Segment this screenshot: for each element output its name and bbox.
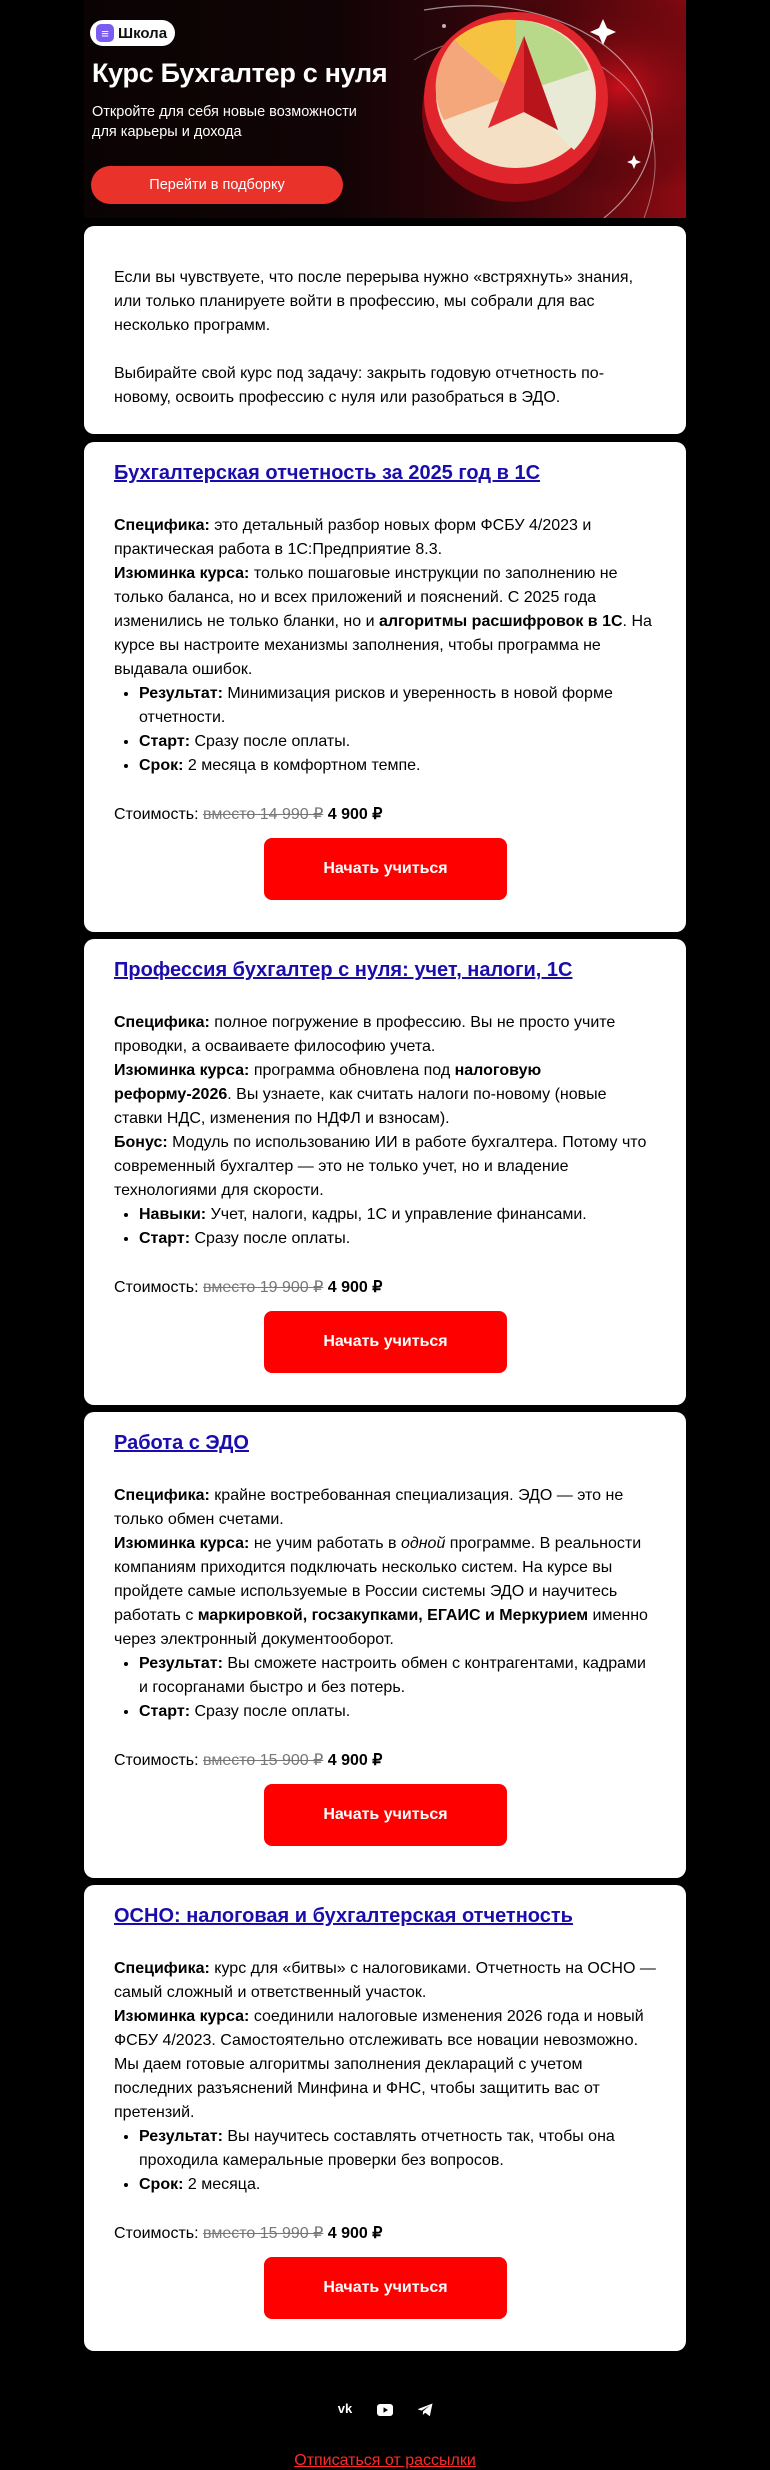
new-price: 4 900 ₽ bbox=[327, 1752, 383, 1769]
vk-icon[interactable]: vk bbox=[337, 2401, 353, 2416]
course-description bbox=[114, 1011, 656, 1251]
fact-label: Старт: bbox=[139, 1230, 191, 1247]
price-label: Стоимость: bbox=[114, 2225, 199, 2242]
course-spec bbox=[114, 1011, 656, 1059]
price-label: Стоимость: bbox=[114, 806, 199, 823]
highlight-italic: одной bbox=[401, 1535, 446, 1552]
course-description bbox=[114, 514, 656, 778]
new-price: 4 900 ₽ bbox=[327, 1279, 383, 1296]
fact-label: Результат: bbox=[139, 1655, 223, 1672]
spec-label: Специфика: bbox=[114, 1960, 210, 1977]
old-price: вместо 19 900 ₽ bbox=[203, 1279, 324, 1296]
hero-cta-button[interactable]: Перейти в подборку bbox=[91, 166, 343, 204]
old-price: вместо 15 900 ₽ bbox=[203, 1752, 324, 1769]
fact-text: Сразу после оплаты. bbox=[190, 1703, 351, 1720]
fact-text: 2 месяца. bbox=[183, 2176, 261, 2193]
highlight-label: Изюминка курса: bbox=[114, 1062, 250, 1079]
highlight-text: не учим работать в bbox=[249, 1535, 401, 1552]
intro-card bbox=[84, 226, 686, 434]
highlight-bold: алгоритмы расшифровок в 1С bbox=[378, 613, 623, 630]
course-title-link[interactable]: Профессия бухгалтер с нуля: учет, налоги, 1С bbox=[114, 959, 573, 981]
fact-text: Вы сможете настроить обмен с контрагентами, кадрами и госорганами быстро и без потерь. bbox=[139, 1655, 646, 1696]
fact-label: Навыки: bbox=[139, 1206, 207, 1223]
hero-subtitle-line-2: для карьеры и дохода bbox=[92, 124, 242, 140]
course-card bbox=[84, 939, 686, 1405]
fact-text: Учет, налоги, кадры, 1С и управление финансами. bbox=[206, 1206, 587, 1223]
list-item bbox=[139, 1700, 656, 1724]
highlight-text: . На курсе вы настроите механизмы заполнения, чтобы программа не выдавала ошибок. bbox=[114, 613, 652, 678]
highlight-label: Изюминка курса: bbox=[114, 2008, 250, 2025]
course-highlight bbox=[114, 2005, 656, 2125]
course-spec bbox=[114, 1484, 656, 1532]
spec-text: полное погружение в профессию. Вы не просто учите проводки, а осваиваете философию учета. bbox=[114, 1014, 616, 1055]
course-title-link[interactable]: Работа с ЭДО bbox=[114, 1432, 249, 1454]
spec-label: Специфика: bbox=[114, 1014, 210, 1031]
list-item bbox=[139, 1652, 656, 1700]
list-item bbox=[139, 754, 656, 778]
telegram-icon[interactable] bbox=[414, 2397, 436, 2421]
highlight-text: соединили налоговые изменения 2026 года и новый ФСБУ 4/2023. Самостоятельно отслеживать все новации невозможно. Мы даем готовые алгоритмы заполнения деклараций с учетом последних разъяснений Минфина и ФНС, чтобы защитить вас от претензий. bbox=[114, 2008, 644, 2121]
course-card bbox=[84, 442, 686, 932]
course-title-link[interactable]: Бухгалтерская отчетность за 2025 год в 1С bbox=[114, 462, 541, 484]
course-spec bbox=[114, 1957, 656, 2005]
old-price: вместо 15 990 ₽ bbox=[203, 2225, 324, 2242]
start-learning-button[interactable]: Начать учиться bbox=[264, 1311, 507, 1373]
fact-label: Результат: bbox=[139, 685, 223, 702]
spec-label: Специфика: bbox=[114, 1487, 210, 1504]
fact-text: Минимизация рисков и уверенность в новой форме отчетности. bbox=[139, 685, 613, 726]
school-logo-icon: ≡ bbox=[96, 24, 114, 42]
highlight-label: Изюминка курса: bbox=[114, 565, 250, 582]
intro-paragraph-1: Если вы чувствуете, что после перерыва нужно «встряхнуть» знания, или только планируете войти в профессию, мы собрали для вас несколько программ. bbox=[114, 269, 634, 334]
course-bonus bbox=[114, 1131, 656, 1203]
fact-label: Результат: bbox=[139, 2128, 223, 2145]
fact-label: Старт: bbox=[139, 1703, 191, 1720]
list-item bbox=[139, 730, 656, 754]
highlight-text: только пошаговые инструкции по заполнению не только баланса, но и всех приложений и пояснений. С 2025 года изменились не только бланки, но и bbox=[114, 565, 618, 630]
fact-label: Срок: bbox=[139, 757, 184, 774]
intro-paragraph-2: Выбирайте свой курс под задачу: закрыть годовую отчетность по-новому, освоить профессию с нуля или разобраться в ЭДО. bbox=[114, 365, 605, 406]
course-description bbox=[114, 1484, 656, 1724]
highlight-text: программе. В реальности компаниям приходится подключать несколько систем. На курсе вы пройдете самые используемые в России системы ЭДО и научитесь работать с bbox=[114, 1535, 642, 1624]
course-spec bbox=[114, 514, 656, 562]
hero-subtitle-line-1: Откройте для себя новые возможности bbox=[92, 104, 357, 120]
course-facts-list bbox=[114, 1203, 656, 1251]
start-learning-button[interactable]: Начать учиться bbox=[264, 838, 507, 900]
new-price: 4 900 ₽ bbox=[327, 806, 383, 823]
highlight-text: . Вы узнаете, как считать налоги по-новому (новые ставки НДС, изменения по НДФЛ и взносам). bbox=[114, 1086, 607, 1127]
course-card bbox=[84, 1412, 686, 1878]
list-item bbox=[139, 1203, 656, 1227]
fact-text: Вы научитесь составлять отчетность так, чтобы она проходила камеральные проверки без вопросов. bbox=[139, 2128, 615, 2169]
course-facts-list bbox=[114, 2125, 656, 2197]
start-learning-button[interactable]: Начать учиться bbox=[264, 1784, 507, 1846]
old-price: вместо 14 990 ₽ bbox=[203, 806, 324, 823]
course-card bbox=[84, 1885, 686, 2351]
course-facts-list bbox=[114, 682, 656, 778]
highlight-text: именно через электронный документооборот. bbox=[114, 1607, 648, 1648]
list-item bbox=[139, 682, 656, 730]
spec-text: это детальный разбор новых форм ФСБУ 4/2023 и практическая работа в 1С:Предприятие 8.3. bbox=[114, 517, 592, 558]
fact-label: Срок: bbox=[139, 2176, 184, 2193]
spec-label: Специфика: bbox=[114, 517, 210, 534]
course-price bbox=[114, 1749, 382, 1773]
highlight-label: Изюминка курса: bbox=[114, 1535, 250, 1552]
course-price bbox=[114, 2222, 382, 2246]
highlight-bold: маркировкой, госзакупками, ЕГАИС и Меркурием bbox=[197, 1607, 589, 1624]
fact-text: 2 месяца в комфортном темпе. bbox=[183, 757, 421, 774]
course-facts-list bbox=[114, 1652, 656, 1724]
course-description bbox=[114, 1957, 656, 2197]
fact-label: Старт: bbox=[139, 733, 191, 750]
course-price bbox=[114, 803, 382, 827]
start-learning-button[interactable]: Начать учиться bbox=[264, 2257, 507, 2319]
course-highlight bbox=[114, 1532, 656, 1652]
price-label: Стоимость: bbox=[114, 1752, 199, 1769]
list-item bbox=[139, 2173, 656, 2197]
school-logo bbox=[90, 20, 175, 46]
highlight-bold: налоговую реформу-2026 bbox=[114, 1062, 542, 1103]
hero-title: Курс Бухгалтер с нуля bbox=[92, 58, 388, 88]
new-price: 4 900 ₽ bbox=[327, 2225, 383, 2242]
price-label: Стоимость: bbox=[114, 1279, 199, 1296]
bonus-text: Модуль по использованию ИИ в работе бухгалтера. Потому что современный бухгалтер — это не только учет, но и владение технологиями для скорости. bbox=[114, 1134, 647, 1199]
youtube-icon[interactable] bbox=[374, 2397, 396, 2421]
fact-text: Сразу после оплаты. bbox=[190, 1230, 351, 1247]
spec-text: крайне востребованная специализация. ЭДО — это не только обмен счетами. bbox=[114, 1487, 624, 1528]
bonus-label: Бонус: bbox=[114, 1134, 168, 1151]
course-highlight bbox=[114, 1059, 656, 1131]
social-links bbox=[0, 2397, 770, 2421]
hero-subtitle bbox=[92, 102, 412, 142]
intro-text bbox=[114, 266, 654, 410]
list-item bbox=[139, 2125, 656, 2173]
course-title-link[interactable]: ОСНО: налоговая и бухгалтерская отчетность bbox=[114, 1905, 573, 1927]
unsubscribe-link[interactable]: Отписаться от рассылки bbox=[294, 2452, 476, 2469]
course-price bbox=[114, 1276, 382, 1300]
school-logo-text: Школа bbox=[118, 24, 168, 42]
fact-text: Сразу после оплаты. bbox=[190, 733, 351, 750]
highlight-text: программа обновлена под bbox=[249, 1062, 455, 1079]
hero-banner bbox=[84, 0, 686, 218]
spec-text: курс для «битвы» с налоговиками. Отчетность на ОСНО — самый сложный и ответственный участок. bbox=[114, 1960, 656, 2001]
list-item bbox=[139, 1227, 656, 1251]
course-highlight bbox=[114, 562, 656, 682]
